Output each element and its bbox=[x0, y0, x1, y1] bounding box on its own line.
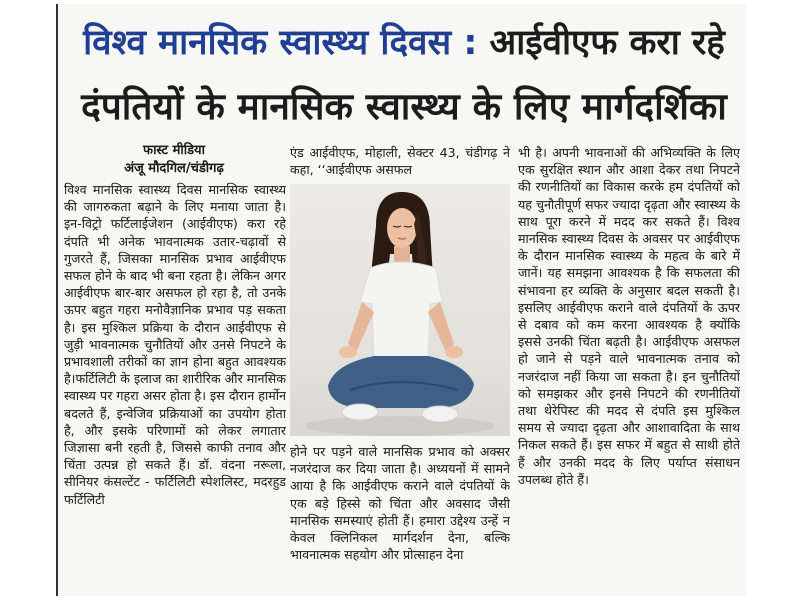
woman-meditating-illustration bbox=[290, 184, 510, 436]
column-1-text: विश्व मानसिक स्वास्थ्य दिवस मानसिक स्वास्थ्य की जागरुकता बढ़ाने के लिए मनाया जाता है। इन-विट्रो फर्टिलाईजेशन (आईवीएफ) करा रहे दंपति भी अनेक भावनात्मक उतार-चढ़ावों से गुजरते हैं, जिसका मानसिक प्रभाव आईवीएफ सफल होने के बाद भी बना रहता है। लेकिन अगर आईवीएफ बार-बार असफल हो रहा है, तो उनके ऊपर बहुत गहरा मनोवैज्ञानिक प्रभाव पड़ सकता है। इस मुश्किल प्रक्रिया के दौरान आईवीएफ से जुड़ी भावनात्मक चुनौतियों और उनसे निपटने के प्रभावशाली तरीकों का ज्ञान होना बहुत आवश्यक है।फर्टिलिटी के इलाज का शारीरिक और मानसिक स्वास्थ्य पर गहरा असर होता है। इस दौरान हार्मोन बदलते हैं, इन्वेजिव प्रक्रियाओं का उपयोग होता है, और इसके परिणामों को लेकर लगातार जिज्ञासा बनी रहती है, जिससे काफी तनाव और चिंता उत्पन्न हो सकते हैं। डॉ. वंदना नरूला, सीनियर कंसल्टेंट - फर्टिलिटी स्पेशलिस्ट, मदरहुड फर्टिलिटी bbox=[64, 182, 286, 507]
article-column-2-bottom bbox=[290, 443, 510, 596]
byline-agency: फास्ट मीडिया bbox=[143, 143, 205, 158]
headline-highlight: विश्व मानसिक स्वास्थ्य दिवस : bbox=[83, 23, 478, 63]
column-2-top-text: एंड आईवीएफ, मोहाली, सेक्टर 43, चंडीगढ़ ने कहा, ‘‘आईवीएफ असफल bbox=[290, 145, 510, 178]
article-column-2-top bbox=[290, 144, 510, 180]
column-2-bottom-text: होने पर पड़ने वाले मानसिक प्रभाव को अक्सर नजरंदाज कर दिया जाता है। अध्ययनों में सामने आया है कि आईवीएफ कराने वाले दंपतियों के एक बड़े हिस्से को चिंता और अवसाद जैसी मानसिक समस्याएं होती हैं। हमारा उद्देश्य उन्हें न केवल क्लिनिकल मार्गदर्शन देना, बल्कि भावनात्मक सहयोग और प्रोत्साहन देना bbox=[290, 444, 510, 563]
headline-line-1 bbox=[64, 18, 744, 68]
article-column-1 bbox=[64, 181, 286, 596]
headline-continuation: आईवीएफ करा रहे bbox=[489, 23, 725, 63]
newspaper-clipping bbox=[56, 4, 746, 596]
headline-line-2: दंपतियों के मानसिक स्वास्थ्य के लिए मार्गदर्शिका bbox=[81, 85, 727, 128]
left-border-line bbox=[56, 4, 58, 596]
byline-author: अंजू मौदगिल/चंडीगढ़ bbox=[124, 161, 224, 176]
meditation-photo bbox=[290, 184, 510, 436]
column-3-text: भी है। अपनी भावनाओं की अभिव्यक्ति के लिए एक सुरक्षित स्थान और आशा देकर तथा निपटने की रणनीतियों का विकास करके हम दंपतियों को यह चुनौतीपूर्ण सफर ज्यादा दृढ़ता और स्वास्थ्य के साथ पूरा करने में मदद कर सकते हैं। विश्व मानसिक स्वास्थ्य दिवस के अवसर पर आईवीएफ के दौरान मानसिक स्वास्थ्य के महत्व के बारे में जानें। यह समझना आवश्यक है कि सफलता की संभावना हर व्यक्ति के अनुसार बदल सकती है। इसलिए आईवीएफ कराने वाले दंपतियों के ऊपर से दबाव को कम करना आवश्यक है क्योंकि इससे उनकी चिंता बढ़ती है। आईवीएफ असफल हो जाने से पड़ने वाले भावनात्मक तनाव को नजरंदाज नहीं किया जा सकता है। इन चुनौतियों को समझकर और इनसे निपटने की रणनीतियों तथा थेरेपिस्ट की मदद से दंपति इस मुश्किल समय से ज्यादा दृढ़ता और आशावादिता के साथ निकल सकते हैं। इस सफर में बहुत से साथी होते हैं और उनकी मदद के लिए पर्याप्त संसाधन उपलब्ध होते हैं। bbox=[518, 145, 740, 487]
article-column-3 bbox=[518, 144, 740, 596]
